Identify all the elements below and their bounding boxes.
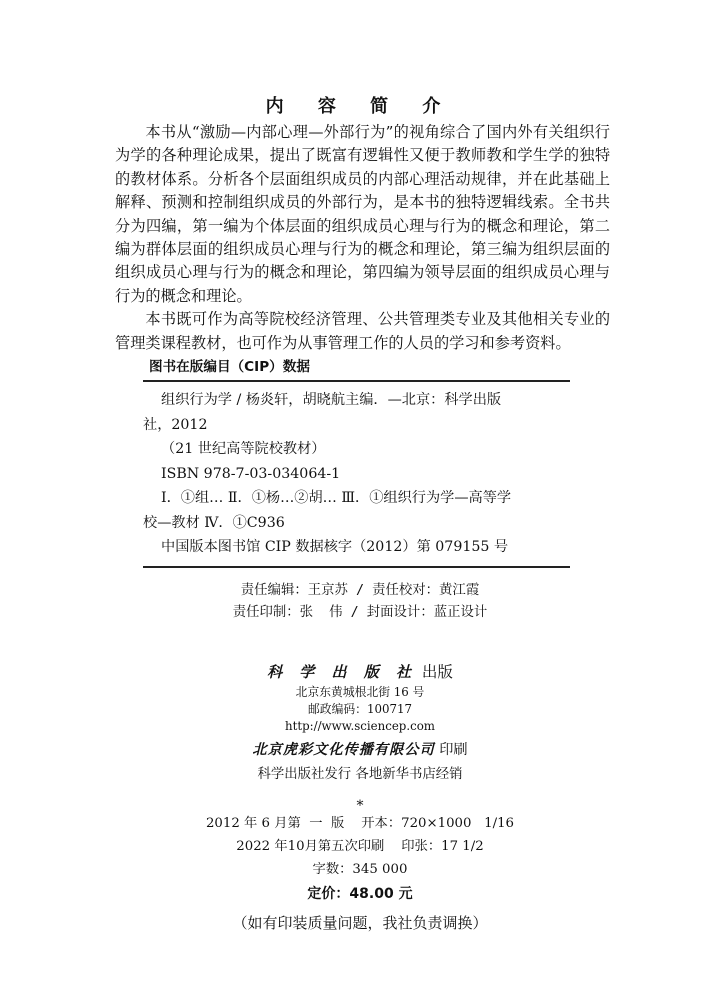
edition-block [0,812,720,935]
publisher-line [0,660,720,684]
edition-line-1: 2012 年 6 月第 一 版 开本：720×1000 1/16 [205,816,515,831]
credits-line-editors: 责任编辑：王京苏 / 责任校对：黄江霞 [240,583,480,598]
printer-line [0,737,720,763]
cip-heading: 图书在版编目（CIP）数据 [149,359,310,375]
content-summary [115,121,610,355]
credits-block [0,580,720,624]
edition-line-3: 字数：345 000 [312,862,408,877]
summary-paragraph-2: 本书既可作为高等院校经济管理、公共管理类专业及其他相关专业的管理类课程教材，也可作为从事管理工作的人员的学习和参考资料。 [115,310,610,352]
publisher-postcode: 邮政编码：100717 [307,702,413,716]
printer-name: 北京虎彩文化传播有限公司 [252,742,435,758]
cip-block [143,356,570,568]
publisher-suffix: 出版 [416,663,453,681]
credits-line-printing: 责任印制：张 伟 / 封面设计：蓝正设计 [232,605,488,620]
publisher-url: http://www.sciencep.com [285,719,435,733]
edition-line-2: 2022 年10月第五次印刷 印张：17 1/2 [236,839,484,854]
page-title: 内 容 简 介 [265,96,455,117]
summary-paragraph-1: 本书从“激励—内部心理—外部行为”的视角综合了国内外有关组织行为学的各种理论成果，提出了既富有逻辑性又便于教师教和学生学的独特的教材体系。分析各个层面组织成员的内部心理活动规律，并在此基础上解释、预测和控制组织成员的外部行为，是本书的独特逻辑线索。全书共分为四编，第一编为个体层面的组织成员心理与行为的概念和理论，第二编为群体层面的组织成员心理与行为的概念和理论，第三编为组织层面的组织成员心理与行为的概念和理论，第四编为领导层面的组织成员心理与行为的概念和理论。 [115,123,610,305]
cip-line: Ⅰ．①组… Ⅱ．①杨…②胡… Ⅲ．①组织行为学—高等学 [161,490,512,506]
quality-note: （如有印装质量问题，我社负责调换） [232,914,488,932]
cip-line: ISBN 978-7-03-034064-1 [161,465,341,482]
cip-bottom-rule [143,566,570,568]
printer-suffix: 印刷 [434,742,468,758]
publisher-name: 科 学 出 版 社 [267,663,417,681]
cip-body [143,382,570,566]
cip-line: 社，2012 [143,416,208,433]
cip-line: （21 世纪高等院校教材） [161,441,326,457]
distribution-line: 科学出版社发行 各地新华书店经销 [257,767,463,782]
publisher-address: 北京东黄城根北街 16 号 [295,685,425,699]
separator-star: * [356,798,364,814]
cip-line: 中国版本图书馆 CIP 数据核字（2012）第 079155 号 [161,539,509,555]
cip-line: 校—教材 Ⅳ．①C936 [143,514,285,531]
publisher-block [0,660,720,817]
price: 定价：48.00 元 [307,886,413,902]
cip-line: 组织行为学 / 杨炎轩，胡晓航主编．—北京：科学出版 [161,392,502,408]
